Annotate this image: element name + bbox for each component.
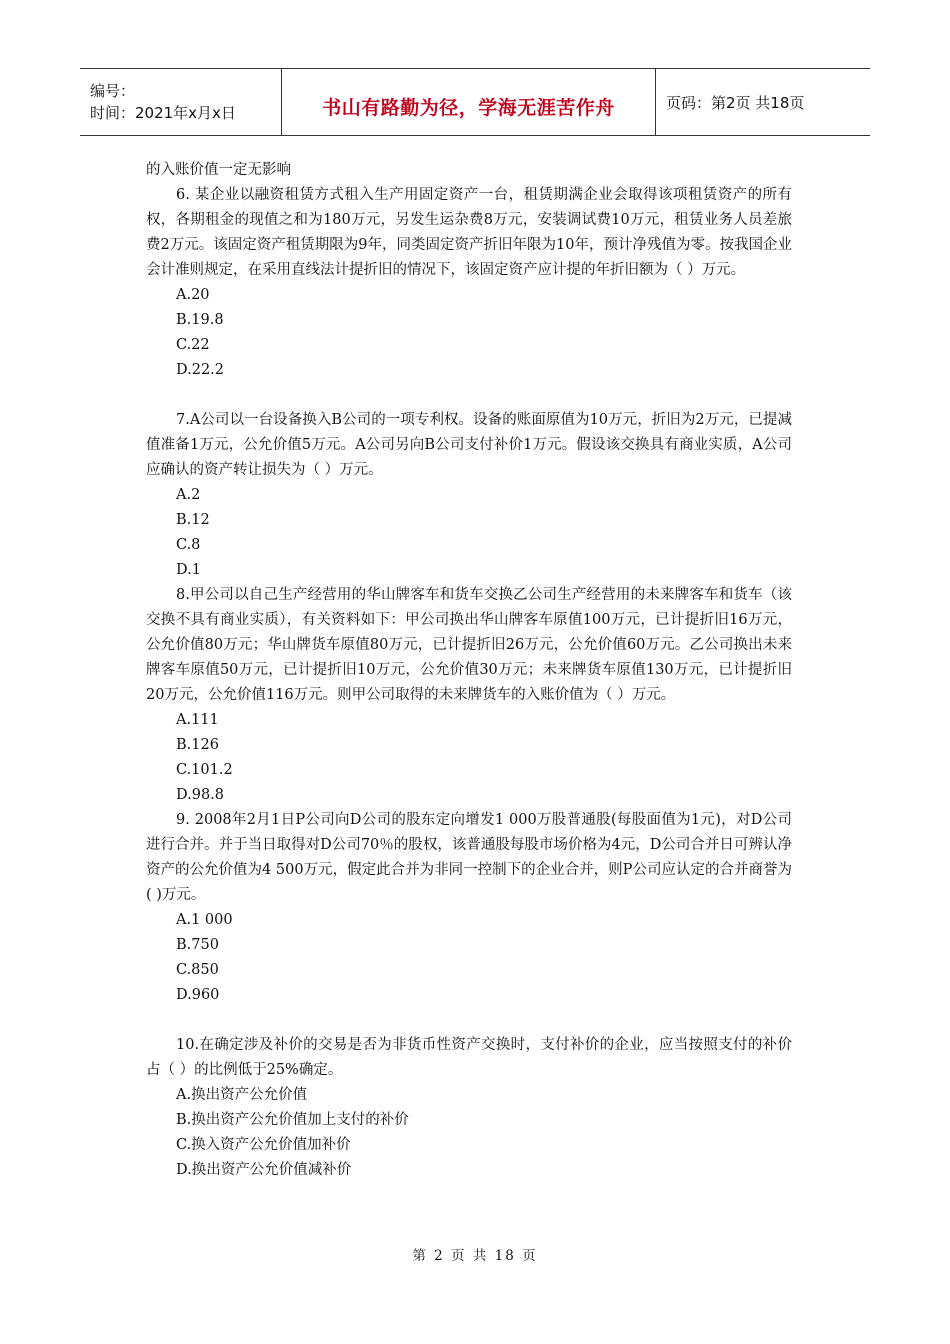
option-8c: C.101.2 <box>176 762 233 778</box>
option-9c: C.850 <box>176 962 219 978</box>
spacer <box>146 383 792 408</box>
question-6: 6. 某企业以融资租赁方式租入生产用固定资产一台，租赁期满企业会取得该项租赁资产的所有权，各期租金的现值之和为180万元，另发生运杂费8万元，安装调试费10万元，租赁业务人员差旅费2万元。该固定资产租赁期限为9年，同类固定资产折旧年限为10年，预计净残值为零。按我国企业会计准则规定，在采用直线法计提折旧的情况下，该固定资产应计提的年折旧额为（ ）万元。 <box>146 187 792 278</box>
date-line: 时间：2021年x月x日 <box>90 104 236 122</box>
option-6a: A.20 <box>176 287 210 303</box>
number-label: 编号： <box>90 82 136 100</box>
option-10d: D.换出资产公允价值减补价 <box>176 1162 352 1178</box>
option-6c: C.22 <box>176 337 210 353</box>
option-7b: B.12 <box>176 512 210 528</box>
question-8: 8.甲公司以自己生产经营用的华山牌客车和货车交换乙公司生产经营用的未来牌客车和货车（该交换不具有商业实质），有关资料如下：甲公司换出华山牌客车原值100万元，已计提折旧16万元，公允价值80万元；华山牌货车原值80万元，已计提折旧26万元，公允价值60万元。乙公司换出未来牌客车原值50万元，已计提折旧10万元，公允价值30万元；未来牌货车原值130万元，已计提折旧20万元，公允价值116万元。则甲公司取得的未来牌货车的入账价值为（ ）万元。 <box>146 587 792 703</box>
option-10c: C.换入资产公允价值加补价 <box>176 1137 351 1153</box>
option-10b: B.换出资产公允价值加上支付的补价 <box>176 1112 409 1128</box>
option-8d: D.98.8 <box>176 787 225 803</box>
header-meta <box>80 69 282 135</box>
question-10: 10.在确定涉及补价的交易是否为非货币性资产交换时，支付补价的企业，应当按照支付的补价占（ ）的比例低于25%确定。 <box>146 1037 792 1078</box>
question-9: 9. 2008年2月1日P公司向D公司的股东定向增发1 000万股普通股(每股面值为1元)，对D公司进行合并。并于当日取得对D公司70％的股权，该普通股每股市场价格为4元，D公司合并日可辨认净资产的公允价值为4 500万元，假定此合并为非同一控制下的企业合并，则P公司应认定的合并商誉为( )万元。 <box>146 812 792 903</box>
page-header <box>80 68 870 136</box>
page-info: 页码：第2页 共18页 <box>666 93 805 112</box>
document-body <box>146 158 792 1183</box>
option-6d: D.22.2 <box>176 362 225 378</box>
option-9a: A.1 000 <box>176 912 233 928</box>
option-7a: A.2 <box>176 487 201 503</box>
option-8b: B.126 <box>176 737 219 753</box>
option-9d: D.960 <box>176 987 220 1003</box>
option-7d: D.1 <box>176 562 201 578</box>
option-8a: A.111 <box>176 712 219 728</box>
question-7: 7.A公司以一台设备换入B公司的一项专利权。设备的账面原值为10万元，折旧为2万元，已提减值准备1万元，公允价值5万元。A公司另向B公司支付补价1万元。假设该交换具有商业实质，A公司应确认的资产转让损失为（ ）万元。 <box>146 412 792 478</box>
option-9b: B.750 <box>176 937 219 953</box>
header-motto-cell <box>282 69 656 135</box>
header-page-info-cell <box>656 69 870 135</box>
option-6b: B.19.8 <box>176 312 224 328</box>
page-footer: 第 2 页 共 18 页 <box>412 1248 538 1264</box>
motto: 书山有路勤为径，学海无涯苦作舟 <box>322 96 615 119</box>
spacer <box>146 1008 792 1033</box>
option-7c: C.8 <box>176 537 201 553</box>
intro-line: 的入账价值一定无影响 <box>146 162 291 178</box>
option-10a: A.换出资产公允价值 <box>176 1087 308 1103</box>
